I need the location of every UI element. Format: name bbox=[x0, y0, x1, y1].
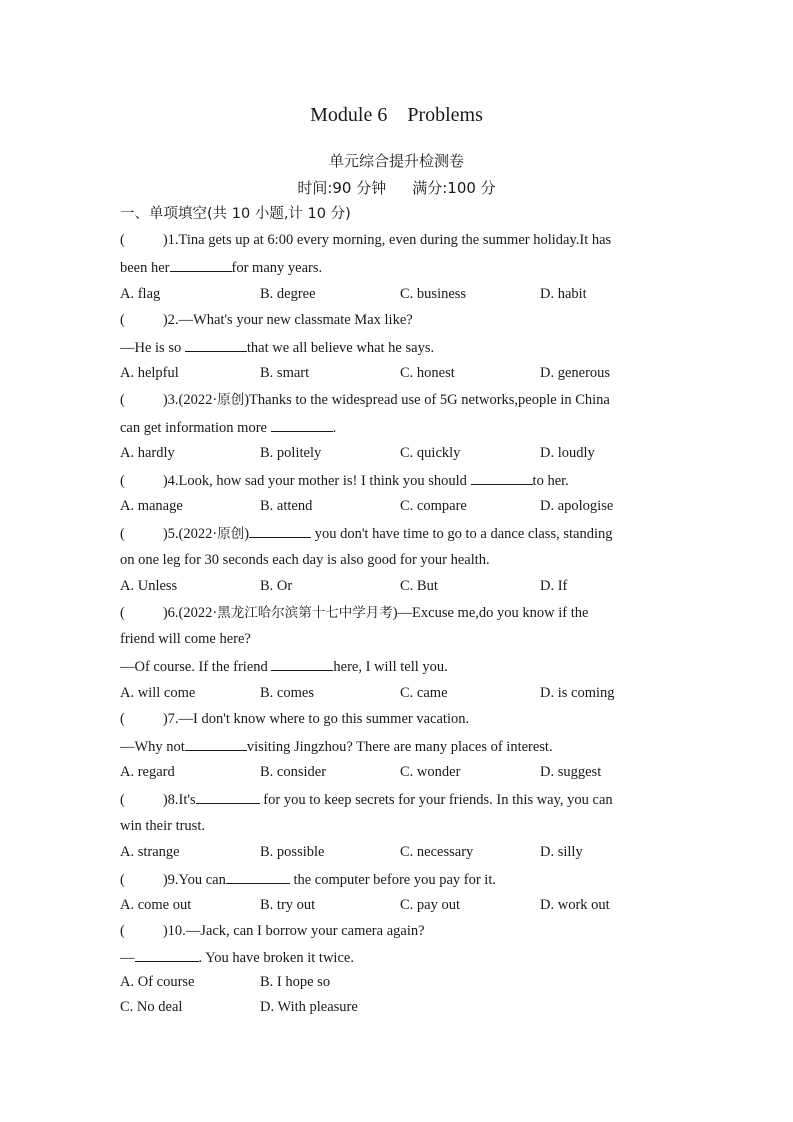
question-1-cont: been her for many years. bbox=[120, 257, 322, 278]
option-b[interactable]: B. degree bbox=[260, 286, 316, 302]
option-a[interactable]: A. hardly bbox=[120, 445, 175, 461]
option-b[interactable]: B. Or bbox=[260, 578, 293, 594]
option-a[interactable]: A. will come bbox=[120, 685, 196, 701]
option-d[interactable]: D. suggest bbox=[540, 764, 602, 780]
section-title: 一、单项填空(共 10 小题,计 10 分) bbox=[120, 206, 351, 222]
question-10-cont: — . You have broken it twice. bbox=[120, 947, 354, 968]
option-c[interactable]: C. business bbox=[400, 286, 467, 302]
question-3: ( )3.(2022·原创)Thanks to the widespread use of 5G networks,people in China bbox=[120, 392, 610, 408]
question-8-cont: win their trust. bbox=[120, 818, 205, 834]
test-meta bbox=[0, 177, 793, 198]
question-6: ( )6.(2022·黑龙江哈尔滨第十七中学月考)—Excuse me,do you know if the bbox=[120, 605, 589, 621]
option-b[interactable]: B. smart bbox=[260, 365, 310, 381]
option-a[interactable]: A. Of course bbox=[120, 974, 195, 990]
test-subtitle: 单元综合提升检测卷 bbox=[328, 152, 464, 170]
question-6-reply: —Of course. If the friend here, I will tell you. bbox=[120, 656, 448, 677]
question-4: ( )4.Look, how sad your mother is! I think you should to her. bbox=[120, 470, 569, 491]
option-a[interactable]: A. strange bbox=[120, 844, 180, 860]
option-b[interactable]: B. consider bbox=[260, 764, 327, 780]
full-score: 满分:100 分 bbox=[412, 179, 496, 197]
module-label: Module 6 bbox=[310, 104, 388, 126]
question-5: ( )5.(2022·原创) you don't have time to go to a dance class, standing bbox=[120, 523, 612, 544]
answer-blank[interactable] bbox=[271, 656, 333, 671]
option-a[interactable]: A. flag bbox=[120, 286, 161, 302]
answer-blank[interactable] bbox=[271, 417, 333, 432]
question-6-cont: friend will come here? bbox=[120, 631, 251, 647]
option-a[interactable]: A. helpful bbox=[120, 365, 179, 381]
option-d[interactable]: D. is coming bbox=[540, 685, 615, 701]
answer-blank[interactable] bbox=[185, 337, 247, 352]
option-d[interactable]: D. If bbox=[540, 578, 568, 594]
option-c[interactable]: C. honest bbox=[400, 365, 455, 381]
module-topic: Problems bbox=[407, 104, 483, 126]
answer-blank[interactable] bbox=[226, 869, 290, 884]
option-c[interactable]: C. But bbox=[400, 578, 438, 594]
option-a[interactable]: A. Unless bbox=[120, 578, 178, 594]
option-c[interactable]: C. wonder bbox=[400, 764, 461, 780]
question-5-cont: on one leg for 30 seconds each day is also good for your health. bbox=[120, 552, 490, 568]
option-d[interactable]: D. habit bbox=[540, 286, 587, 302]
answer-blank[interactable] bbox=[471, 470, 533, 485]
question-7-cont: —Why not visiting Jingzhou? There are many places of interest. bbox=[120, 736, 553, 757]
question-2-cont: —He is so that we all believe what he says. bbox=[120, 337, 434, 358]
option-d[interactable]: D. generous bbox=[540, 365, 611, 381]
question-3-cont: can get information more . bbox=[120, 417, 336, 438]
answer-blank[interactable] bbox=[170, 257, 232, 272]
option-b[interactable]: B. politely bbox=[260, 445, 322, 461]
option-a[interactable]: A. regard bbox=[120, 764, 175, 780]
question-1: ( )1.Tina gets up at 6:00 every morning, even during the summer holiday.It has bbox=[120, 232, 612, 248]
option-b[interactable]: B. attend bbox=[260, 498, 313, 514]
option-c[interactable]: C. pay out bbox=[400, 897, 461, 913]
answer-blank[interactable] bbox=[135, 947, 199, 962]
option-b[interactable]: B. possible bbox=[260, 844, 325, 860]
option-d[interactable]: D. apologise bbox=[540, 498, 614, 514]
answer-blank[interactable] bbox=[249, 523, 311, 538]
option-d[interactable]: D. With pleasure bbox=[260, 999, 358, 1015]
option-c[interactable]: C. compare bbox=[400, 498, 467, 514]
option-b[interactable]: B. try out bbox=[260, 897, 316, 913]
option-c[interactable]: C. came bbox=[400, 685, 448, 701]
page-title bbox=[0, 104, 793, 127]
question-9: ( )9.You can the computer before you pay for it. bbox=[120, 869, 496, 890]
option-d[interactable]: D. work out bbox=[540, 897, 610, 913]
option-c[interactable]: C. necessary bbox=[400, 844, 474, 860]
option-d[interactable]: D. loudly bbox=[540, 445, 595, 461]
option-d[interactable]: D. silly bbox=[540, 844, 583, 860]
option-c[interactable]: C. No deal bbox=[120, 999, 183, 1015]
answer-blank[interactable] bbox=[185, 736, 247, 751]
question-10: ( )10.—Jack, can I borrow your camera again? bbox=[120, 923, 425, 939]
option-b[interactable]: B. comes bbox=[260, 685, 314, 701]
time-limit: 时间:90 分钟 bbox=[297, 179, 387, 197]
option-a[interactable]: A. manage bbox=[120, 498, 183, 514]
option-c[interactable]: C. quickly bbox=[400, 445, 461, 461]
question-7: ( )7.—I don't know where to go this summer vacation. bbox=[120, 711, 470, 727]
question-8: ( )8.It's for you to keep secrets for your friends. In this way, you can bbox=[120, 789, 613, 810]
option-b[interactable]: B. I hope so bbox=[260, 974, 331, 990]
answer-blank[interactable] bbox=[196, 789, 260, 804]
option-a[interactable]: A. come out bbox=[120, 897, 192, 913]
question-2: ( )2.—What's your new classmate Max like? bbox=[120, 312, 413, 328]
